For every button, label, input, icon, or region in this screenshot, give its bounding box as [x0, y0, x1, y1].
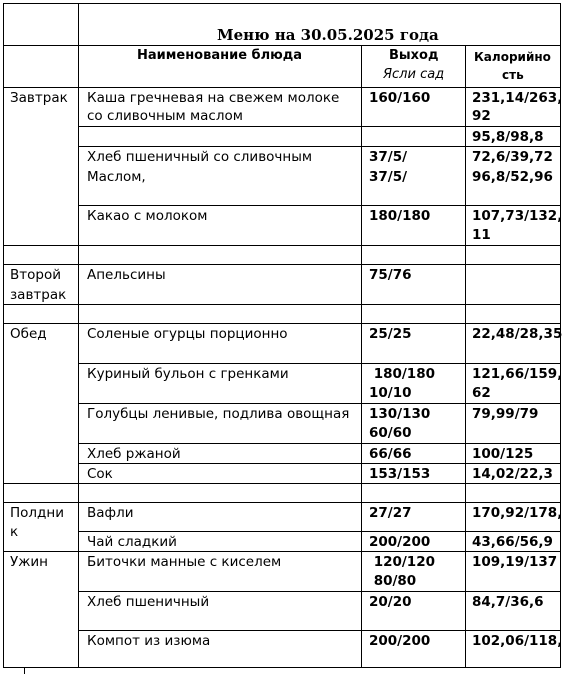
table-border	[78, 443, 561, 444]
table-border	[3, 245, 561, 246]
table-border	[78, 531, 561, 532]
dish-output: 60/60	[369, 425, 412, 441]
dish-name: Куриный бульон с гренками	[87, 366, 289, 382]
dish-output: 80/80	[369, 573, 417, 589]
dish-name: Компот из изюма	[87, 633, 211, 649]
table-border	[3, 45, 561, 46]
dish-output: 10/10	[369, 385, 412, 401]
meal-lunch: Обед	[10, 326, 47, 342]
dish-output: 130/130	[369, 406, 431, 422]
dish-name: со сливочным маслом	[87, 108, 243, 124]
dish-calories: 84,7/36,6	[472, 594, 544, 610]
table-border	[3, 304, 561, 305]
table-border	[78, 630, 561, 631]
dish-name: Какао с молоком	[87, 208, 208, 224]
dish-calories: 121,66/159,	[472, 366, 563, 382]
header-output-sub: Ясли сад	[383, 67, 445, 82]
header-output: Выход	[389, 48, 439, 63]
header-dish: Наименование блюда	[137, 48, 303, 63]
dish-output: 37/5/	[369, 169, 408, 185]
dish-calories: 102,06/118,	[472, 633, 563, 649]
table-border	[3, 551, 561, 552]
dish-name: Хлеб пшеничный со сливочным	[87, 149, 313, 165]
meal-snack: Полдни	[10, 505, 64, 521]
table-border	[78, 126, 561, 127]
dish-name: Биточки манные с киселем	[87, 554, 282, 570]
table-border	[78, 3, 79, 668]
dish-name: Чай сладкий	[87, 534, 177, 550]
meal-snack-cont: к	[10, 524, 19, 540]
dish-name: Сок	[87, 466, 113, 482]
dish-name: Хлеб пшеничный	[87, 594, 210, 610]
table-border	[3, 667, 561, 668]
dish-calories: 22,48/28,35	[472, 326, 563, 342]
table-border	[3, 264, 561, 265]
dish-calories: 95,8/98,8	[472, 129, 544, 145]
dish-calories: 72,6/39,72	[472, 149, 553, 165]
dish-name: Соленые огурцы порционно	[87, 326, 288, 342]
dish-calories: 43,66/56,9	[472, 534, 553, 550]
dish-output: 75/76	[369, 267, 412, 283]
dish-output: 37/5/	[369, 149, 408, 165]
dish-calories: 231,14/263,	[472, 90, 563, 106]
dish-output: 27/27	[369, 505, 412, 521]
meal-dinner: Ужин	[10, 554, 48, 570]
dish-output: 120/120	[369, 554, 435, 570]
table-border	[78, 146, 561, 147]
dish-output: 66/66	[369, 446, 412, 462]
dish-name: Маслом,	[87, 169, 146, 185]
table-border	[3, 502, 561, 503]
dish-calories: 107,73/132,	[472, 208, 563, 224]
dish-name: Каша гречневая на свежем молоке	[87, 90, 340, 106]
dish-calories: 170,92/178,	[472, 505, 563, 521]
dish-calories: 109,19/137	[472, 554, 558, 570]
dish-output: 20/20	[369, 594, 412, 610]
dish-calories: 92	[472, 108, 491, 124]
dish-calories: 62	[472, 385, 491, 401]
dish-calories: 100/125	[472, 446, 534, 462]
table-border	[3, 3, 561, 4]
dish-calories: 11	[472, 227, 491, 243]
table-border	[78, 363, 561, 364]
page-corner-mark	[24, 667, 25, 674]
dish-calories: 79,99/79	[472, 406, 539, 422]
dish-output: 153/153	[369, 466, 431, 482]
dish-name: Голубцы ленивые, подлива овощная	[87, 406, 350, 422]
meal-second-breakfast: Второй	[10, 267, 61, 283]
table-border	[3, 483, 561, 484]
header-calories-cont: сть	[502, 68, 524, 82]
dish-output: 25/25	[369, 326, 412, 342]
dish-name: Вафли	[87, 505, 134, 521]
meal-breakfast: Завтрак	[10, 90, 68, 106]
header-calories: Калорийно	[474, 50, 551, 64]
dish-output: 180/180	[369, 366, 435, 382]
table-border	[78, 403, 561, 404]
dish-output: 200/200	[369, 633, 431, 649]
meal-second-breakfast-cont: завтрак	[10, 287, 67, 303]
dish-name: Апельсины	[87, 267, 166, 283]
table-border	[78, 463, 561, 464]
dish-calories: 96,8/52,96	[472, 169, 553, 185]
dish-output: 180/180	[369, 208, 431, 224]
dish-output: 200/200	[369, 534, 431, 550]
table-border	[3, 3, 4, 668]
table-border	[465, 45, 466, 668]
table-border	[361, 45, 362, 668]
dish-name: Хлеб ржаной	[87, 446, 181, 462]
dish-output: 160/160	[369, 90, 431, 106]
table-border	[3, 323, 561, 324]
table-border	[78, 205, 561, 206]
dish-calories: 14,02/22,3	[472, 466, 553, 482]
table-border	[3, 87, 561, 88]
table-border	[78, 591, 561, 592]
page-title: Меню на 30.05.2025 года	[217, 26, 439, 44]
